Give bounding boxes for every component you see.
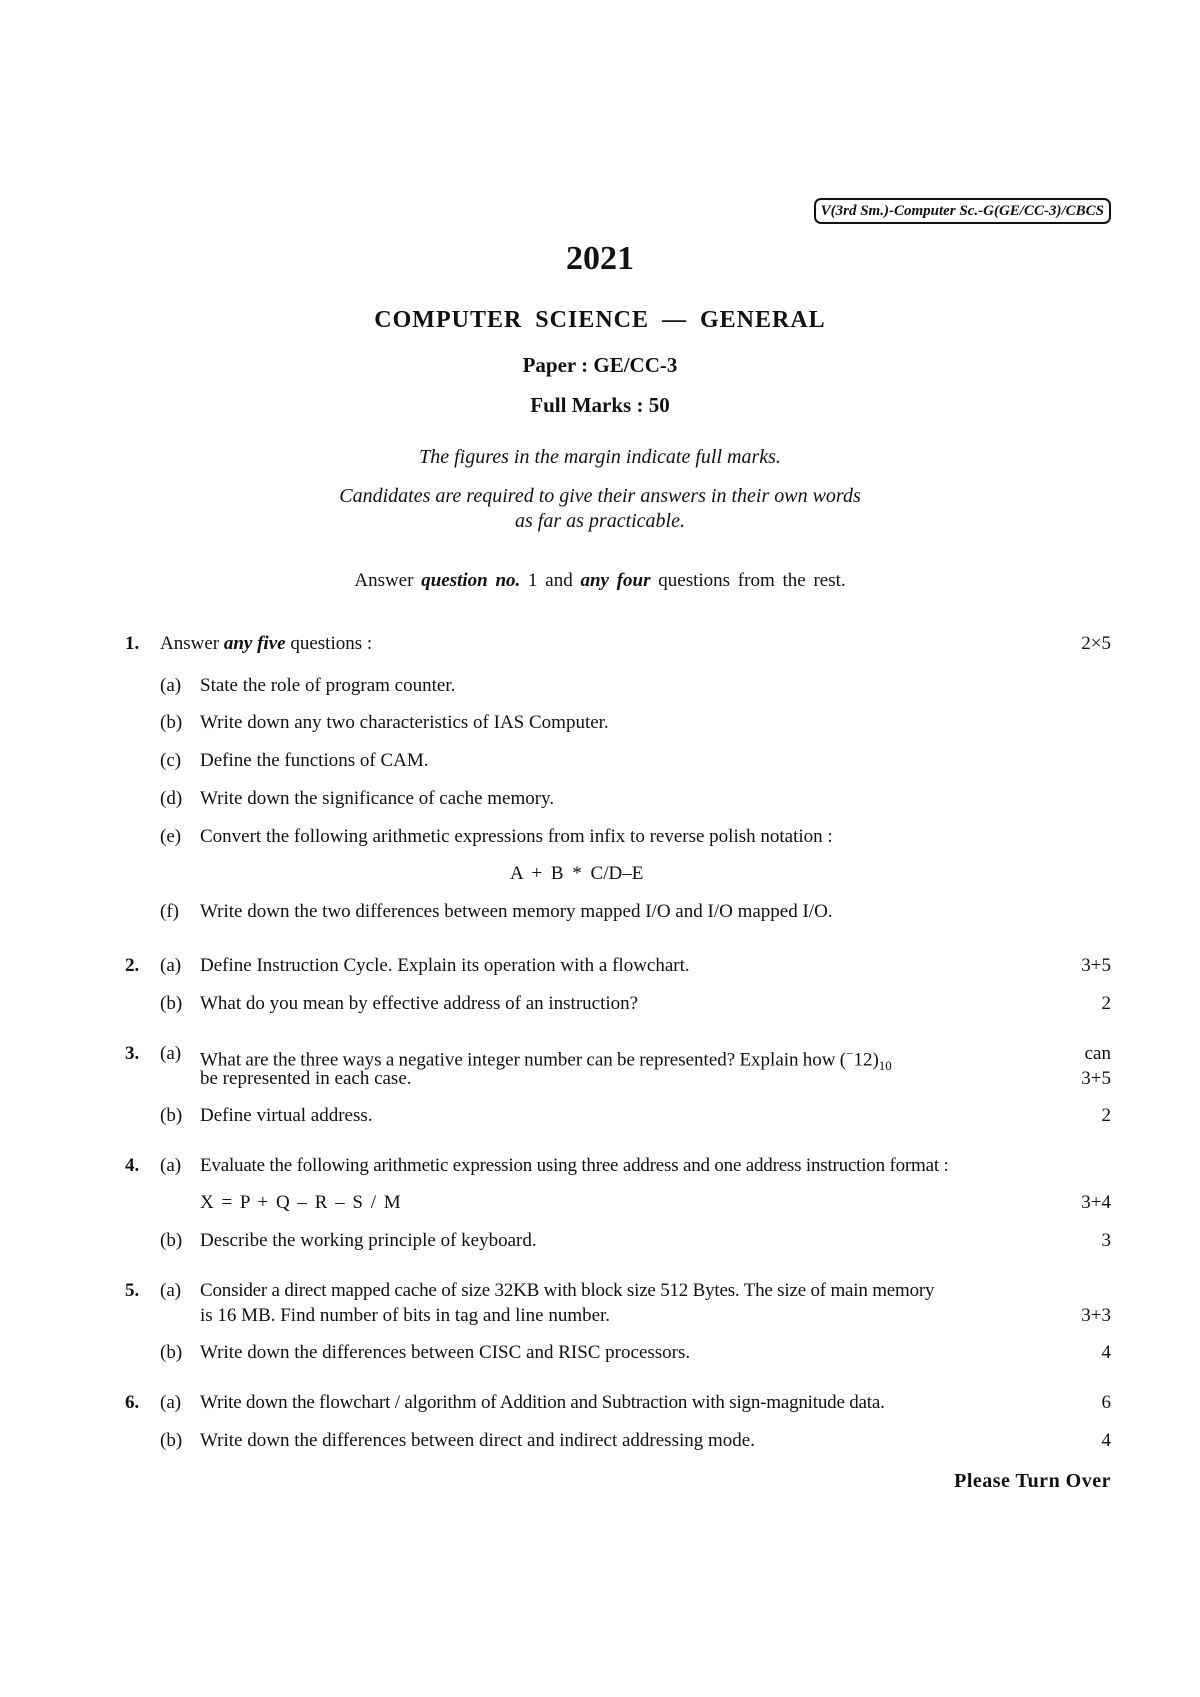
q2-a-text: Define Instruction Cycle. Explain its operation with a flowchart.	[200, 955, 690, 976]
instruction-pre: Answer	[354, 570, 414, 591]
instruction-emph-1: question no.	[421, 570, 521, 591]
q4-a-marks: 3+4	[1081, 1192, 1111, 1213]
q1-part-text: Convert the following arithmetic expressions from infix to reverse polish notation :	[200, 826, 833, 847]
q1-part-label: (a)	[160, 675, 182, 696]
paper-code: Paper : GE/CC-3	[522, 353, 678, 377]
q2-b-marks: 2	[1101, 993, 1111, 1014]
q6-a-text: Write down the flowchart / algorithm of Addition and Subtraction with sign-magnitude data.	[200, 1392, 885, 1413]
own-words-note-line1: Candidates are required to give their answers in their own words	[339, 485, 861, 507]
margin-note: The figures in the margin indicate full marks.	[419, 446, 781, 468]
q5-a-text-line1: Consider a direct mapped cache of size 32KB with block size 512 Bytes. The size of main memory	[200, 1280, 935, 1301]
question-number-1: 1.	[125, 633, 140, 654]
instruction-post: questions from the rest.	[658, 570, 846, 591]
q5-a-text-line2: is 16 MB. Find number of bits in tag and line number.	[200, 1305, 611, 1326]
question-number-5: 5.	[125, 1280, 140, 1301]
q4-b-text: Describe the working principle of keyboard.	[200, 1230, 537, 1251]
q3-a-value: 12)	[853, 1049, 879, 1071]
q3-a-base: 10	[878, 1058, 892, 1074]
full-marks: Full Marks : 50	[530, 393, 670, 417]
question-1-marks: 2×5	[1081, 633, 1111, 654]
question-number-6: 6.	[125, 1392, 140, 1413]
q3-a-marks: 3+5	[1081, 1068, 1111, 1089]
q3-a-label: (a)	[160, 1043, 182, 1064]
q5-a-marks: 3+3	[1081, 1305, 1111, 1326]
q4-b-marks: 3	[1101, 1230, 1111, 1251]
q2-a-label: (a)	[160, 955, 182, 976]
q1-text-pre: Answer	[160, 633, 220, 654]
q2-a-marks: 3+5	[1081, 955, 1111, 976]
q5-b-marks: 4	[1101, 1342, 1111, 1363]
exam-year: 2021	[566, 240, 634, 277]
q6-b-text: Write down the differences between direct and indirect addressing mode.	[200, 1430, 755, 1451]
q1-part-text: Write down the significance of cache memory.	[200, 788, 555, 809]
question-number-4: 4.	[125, 1155, 140, 1176]
q3-a-text-main: What are the three ways a negative integer number can be represented? Explain how (	[200, 1049, 847, 1071]
q1-part-label: (f)	[160, 901, 179, 922]
q1-part-label: (e)	[160, 826, 182, 847]
q2-b-label: (b)	[160, 993, 183, 1014]
q1-part-text: State the role of program counter.	[200, 675, 456, 696]
q1-part-text: Define the functions of CAM.	[200, 750, 429, 771]
q3-b-text: Define virtual address.	[200, 1105, 373, 1126]
q4-a-text: Evaluate the following arithmetic expression using three address and one address instruction format :	[200, 1155, 949, 1176]
q1-part-label: (d)	[160, 788, 183, 809]
paper-code-badge: V(3rd Sm.)-Computer Sc.-G(GE/CC-3)/CBCS	[814, 198, 1111, 224]
q1-part-label: (b)	[160, 712, 183, 733]
own-words-note-line2: as far as practicable.	[515, 510, 685, 532]
q4-b-label: (b)	[160, 1230, 183, 1251]
q1-part-text: Write down the two differences between memory mapped I/O and I/O mapped I/O.	[200, 901, 833, 922]
q3-b-marks: 2	[1101, 1105, 1111, 1126]
q4-expression: X = P + Q – R – S / M	[200, 1192, 401, 1213]
answer-instruction	[150, 570, 1050, 592]
q6-a-marks: 6	[1101, 1392, 1111, 1413]
rpn-expression: A + B * C/D–E	[510, 863, 644, 884]
q5-a-label: (a)	[160, 1280, 182, 1301]
subject-title: COMPUTER SCIENCE — GENERAL	[374, 307, 826, 333]
instruction-emph-2: any four	[580, 570, 651, 591]
q5-b-label: (b)	[160, 1342, 183, 1363]
q6-a-label: (a)	[160, 1392, 182, 1413]
question-1-text	[160, 631, 372, 657]
question-number-3: 3.	[125, 1043, 140, 1064]
instruction-mid: 1 and	[528, 570, 573, 591]
q3-a-text-line2: be represented in each case.	[200, 1068, 412, 1089]
q6-b-marks: 4	[1101, 1430, 1111, 1451]
q6-b-label: (b)	[160, 1430, 183, 1451]
q3-b-label: (b)	[160, 1105, 183, 1126]
q3-a-minus: −	[846, 1046, 854, 1061]
q4-a-label: (a)	[160, 1155, 182, 1176]
q5-b-text: Write down the differences between CISC and RISC processors.	[200, 1342, 691, 1363]
q1-text-emph: any five	[223, 633, 286, 654]
q1-text-post: questions :	[290, 633, 373, 654]
please-turn-over: Please Turn Over	[954, 1470, 1111, 1492]
q1-part-label: (c)	[160, 750, 182, 771]
question-number-2: 2.	[125, 955, 140, 976]
q1-part-text: Write down any two characteristics of IAS Computer.	[200, 712, 609, 733]
q2-b-text: What do you mean by effective address of an instruction?	[200, 993, 639, 1014]
q3-a-trailing-word: can	[1084, 1043, 1111, 1064]
